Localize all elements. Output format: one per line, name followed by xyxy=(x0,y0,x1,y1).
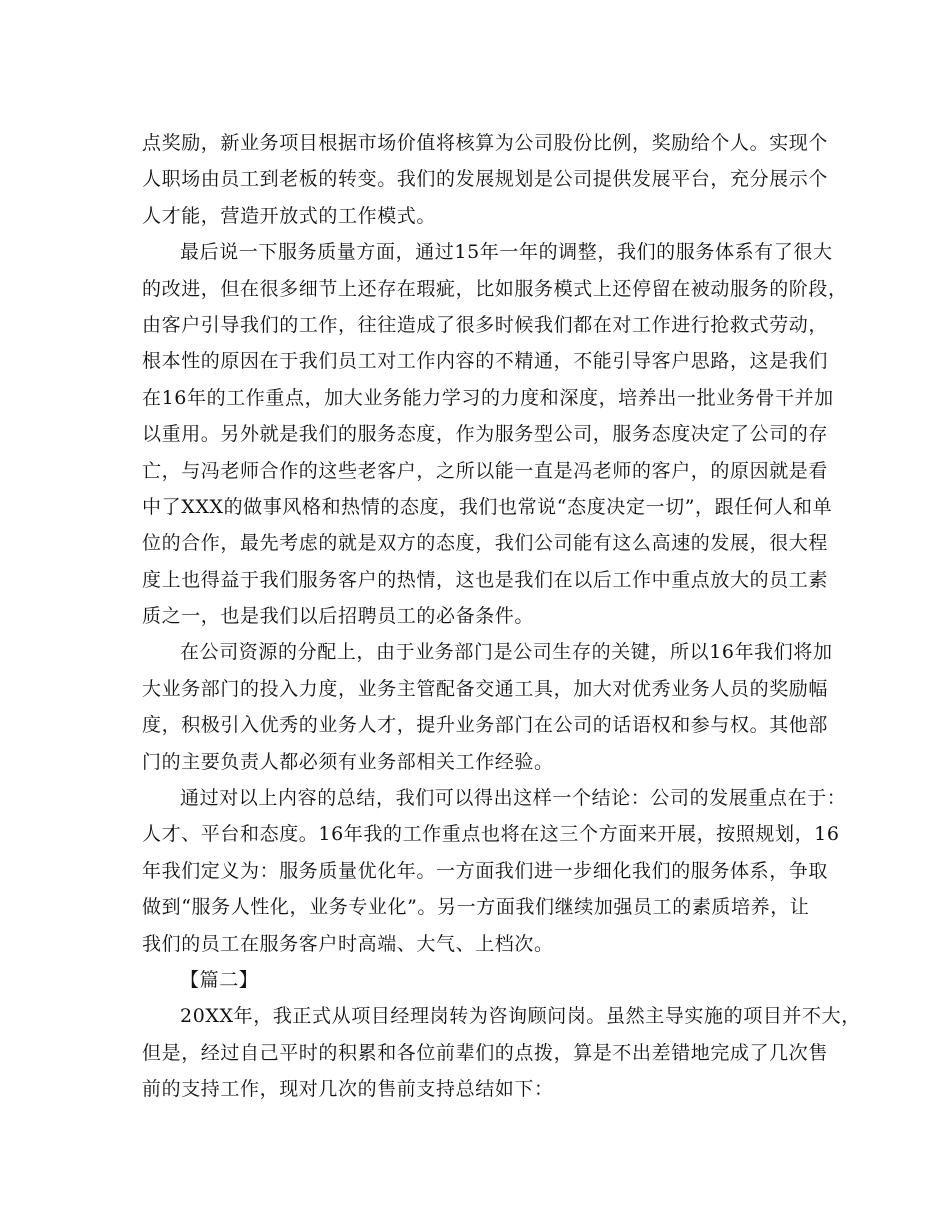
text-line: 位的合作，最先考虑的就是双方的态度，我们公司能有这么高速的发展，很大程 xyxy=(142,532,829,555)
document-body xyxy=(142,125,861,1108)
text-line: 亡，与冯老师合作的这些老客户，之所以能一直是冯老师的客户，的原因就是看 xyxy=(142,459,829,482)
text-line: 以重用。另外就是我们的服务态度，作为服务型公司，服务态度决定了公司的存 xyxy=(142,423,829,446)
text-line: 人才、平台和态度。16年我的工作重点也将在这三个方面来开展，按照规划，16 xyxy=(142,823,840,846)
text-line: 的改进，但在很多细节上还存在瑕疵，比如服务模式上还停留在被动服务的阶段， xyxy=(142,277,848,300)
text-line: 我们的员工在服务客户时高端、大气、上档次。 xyxy=(142,932,554,955)
text-line: 通过对以上内容的总结，我们可以得出这样一个结论：公司的发展重点在于： xyxy=(180,787,847,810)
text-line: 门的主要负责人都必须有业务部相关工作经验。 xyxy=(142,750,554,773)
text-line: 中了XXX的做事风格和热情的态度，我们也常说“态度决定一切”，跟任何人和单 xyxy=(142,495,833,518)
text-line: 度，积极引入优秀的业务人才，提升业务部门在公司的话语权和参与权。其他部 xyxy=(142,714,829,737)
text-line: 最后说一下服务质量方面，通过15年一年的调整，我们的服务体系有了很大 xyxy=(180,241,833,264)
text-line: 度上也得益于我们服务客户的热情，这也是我们在以后工作中重点放大的员工素 xyxy=(142,568,829,591)
text-line: 人才能，营造开放式的工作模式。 xyxy=(142,204,437,227)
text-line: 20XX年，我正式从项目经理岗转为咨询顾问岗。虽然主导实施的项目并不大， xyxy=(180,1005,861,1028)
text-line: 大业务部门的投入力度，业务主管配备交通工具，加大对优秀业务人员的奖励幅 xyxy=(142,677,829,700)
text-line: 在公司资源的分配上，由于业务部门是公司生存的关键，所以16年我们将加 xyxy=(180,641,833,664)
text-line: 【篇二】 xyxy=(180,968,259,991)
text-line: 质之一，也是我们以后招聘员工的必备条件。 xyxy=(142,605,535,628)
text-line: 人职场由员工到老板的转变。我们的发展规划是公司提供发展平台，充分展示个 xyxy=(142,168,829,191)
text-line: 根本性的原因在于我们员工对工作内容的不精通，不能引导客户思路，这是我们 xyxy=(142,350,829,373)
text-line: 点奖励，新业务项目根据市场价值将核算为公司股份比例，奖励给个人。实现个 xyxy=(142,132,829,154)
text-line: 前的支持工作，现对几次的售前支持总结如下： xyxy=(142,1078,554,1101)
text-line: 年我们定义为：服务质量优化年。一方面我们进一步细化我们的服务体系，争取 xyxy=(142,859,829,882)
text-line: 但是，经过自己平时的积累和各位前辈们的点拨，算是不出差错地完成了几次售 xyxy=(142,1041,829,1064)
text-line: 做到“服务人性化，业务专业化”。另一方面我们继续加强员工的素质培养，让 xyxy=(142,896,810,919)
text-line: 在16年的工作重点，加大业务能力学习的力度和深度，培养出一批业务骨干并加 xyxy=(142,386,834,409)
text-line: 由客户引导我们的工作，往往造成了很多时候我们都在对工作进行抢救式劳动， xyxy=(142,313,829,336)
